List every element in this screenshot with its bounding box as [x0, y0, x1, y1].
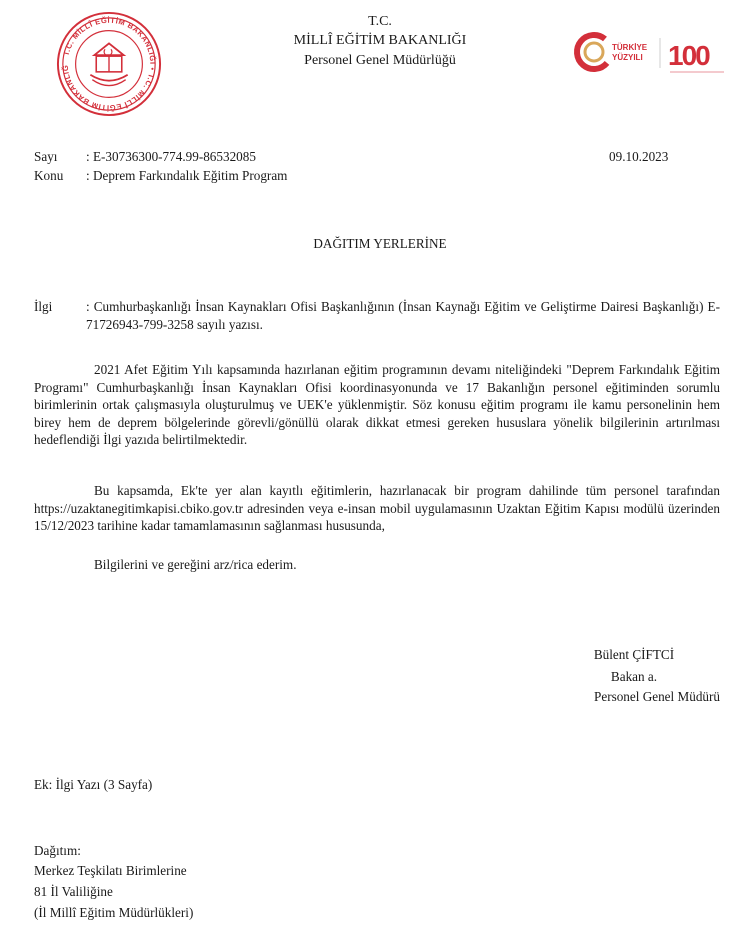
signatory-name: Bülent ÇİFTCİ: [593, 647, 675, 662]
ilgi-text: : Cumhurbaşkanlığı İnsan Kaynakları Ofisi Başkanlığının (İnsan Kaynağı Eğitim ve Geliştirme Dairesi Başkanlığı) E-71726943-799-3258 sayılı yazısı.: [86, 299, 720, 332]
svg-text:T.C. MİLLÎ EĞİTİM BAKANLIĞI •: T.C. MİLLÎ EĞİTİM BAKANLIĞI • T.C. MİLLÎ EĞİTİM BAKANLIĞ: [60, 15, 158, 113]
document-date: 09.10.2023: [609, 149, 669, 164]
header-directorate: Personel Genel Müdürlüğü: [304, 53, 456, 68]
sayi-label: Sayı: [34, 149, 58, 164]
konu-label: Konu: [34, 168, 64, 183]
turkiye-yuzyili-logo: [572, 28, 736, 80]
addressee-heading: DAĞITIM YERLERİNE: [313, 236, 447, 251]
header-ministry: MİLLÎ EĞİTİM BAKANLIĞI: [293, 33, 467, 48]
hundred-text: 100: [668, 40, 709, 71]
ilgi-label: İlgi: [34, 299, 53, 314]
closing-line: Bilgilerini ve gereğini arz/rica ederim.: [94, 557, 297, 572]
signatory-role-1: Bakan a.: [610, 669, 658, 684]
yuzyili-text: YÜZYILI: [612, 53, 643, 62]
distribution-item: Merkez Teşkilatı Birimlerine: [34, 863, 187, 878]
distribution-item: 81 İl Valiliğine: [34, 884, 113, 899]
attachment-line: Ek: İlgi Yazı (3 Sayfa): [34, 777, 153, 792]
signatory-role-2: Personel Genel Müdürü: [594, 689, 720, 704]
header-tc: T.C.: [368, 14, 392, 29]
body-paragraph-1: 2021 Afet Eğitim Yılı kapsamında hazırlanan eğitim programının devamı niteliğindeki "Deprem Farkındalık Eğitim Programı" Cumhurbaşkanlığı İnsan Kaynakları Ofisi koordinasyonunda ve 17 Bakanlığın personel eğitiminden sorumlu birimlerinin ortak çalışmasıyla oluşturulmuş ve UEK'e yüklenmiştir. Söz konusu eğitim programı ile kamu personelinin hem birey hem de deprem bölgelerinde görevli/gönüllü olarak dikkat etmesi gereken hususlara yönelik bilgilerinin artırılması hedeflendiği İlgi yazıda belirtilmektedir.: [34, 362, 720, 447]
turkiye-text: TÜRKİYE: [612, 43, 648, 52]
ministry-seal-logo: [55, 10, 163, 118]
distribution-title: Dağıtım:: [34, 843, 81, 858]
sayi-value: : E-30736300-774.99-86532085: [86, 149, 256, 164]
body-paragraph-2: Bu kapsamda, Ek'te yer alan kayıtlı eğitimlerin, hazırlanacak bir program dahilinde tüm personel tarafından https://uzaktanegitimkapisi.cbiko.gov.tr adresinden veya e-insan mobil uygulamasının Uzaktan Eğitim Kapısı modülü üzerinden 15/12/2023 tarihine kadar tamamlamasının sağlanması hususunda,: [34, 483, 720, 533]
konu-value: : Deprem Farkındalık Eğitim Program: [86, 168, 288, 183]
distribution-item: (İl Millî Eğitim Müdürlükleri): [34, 905, 194, 920]
